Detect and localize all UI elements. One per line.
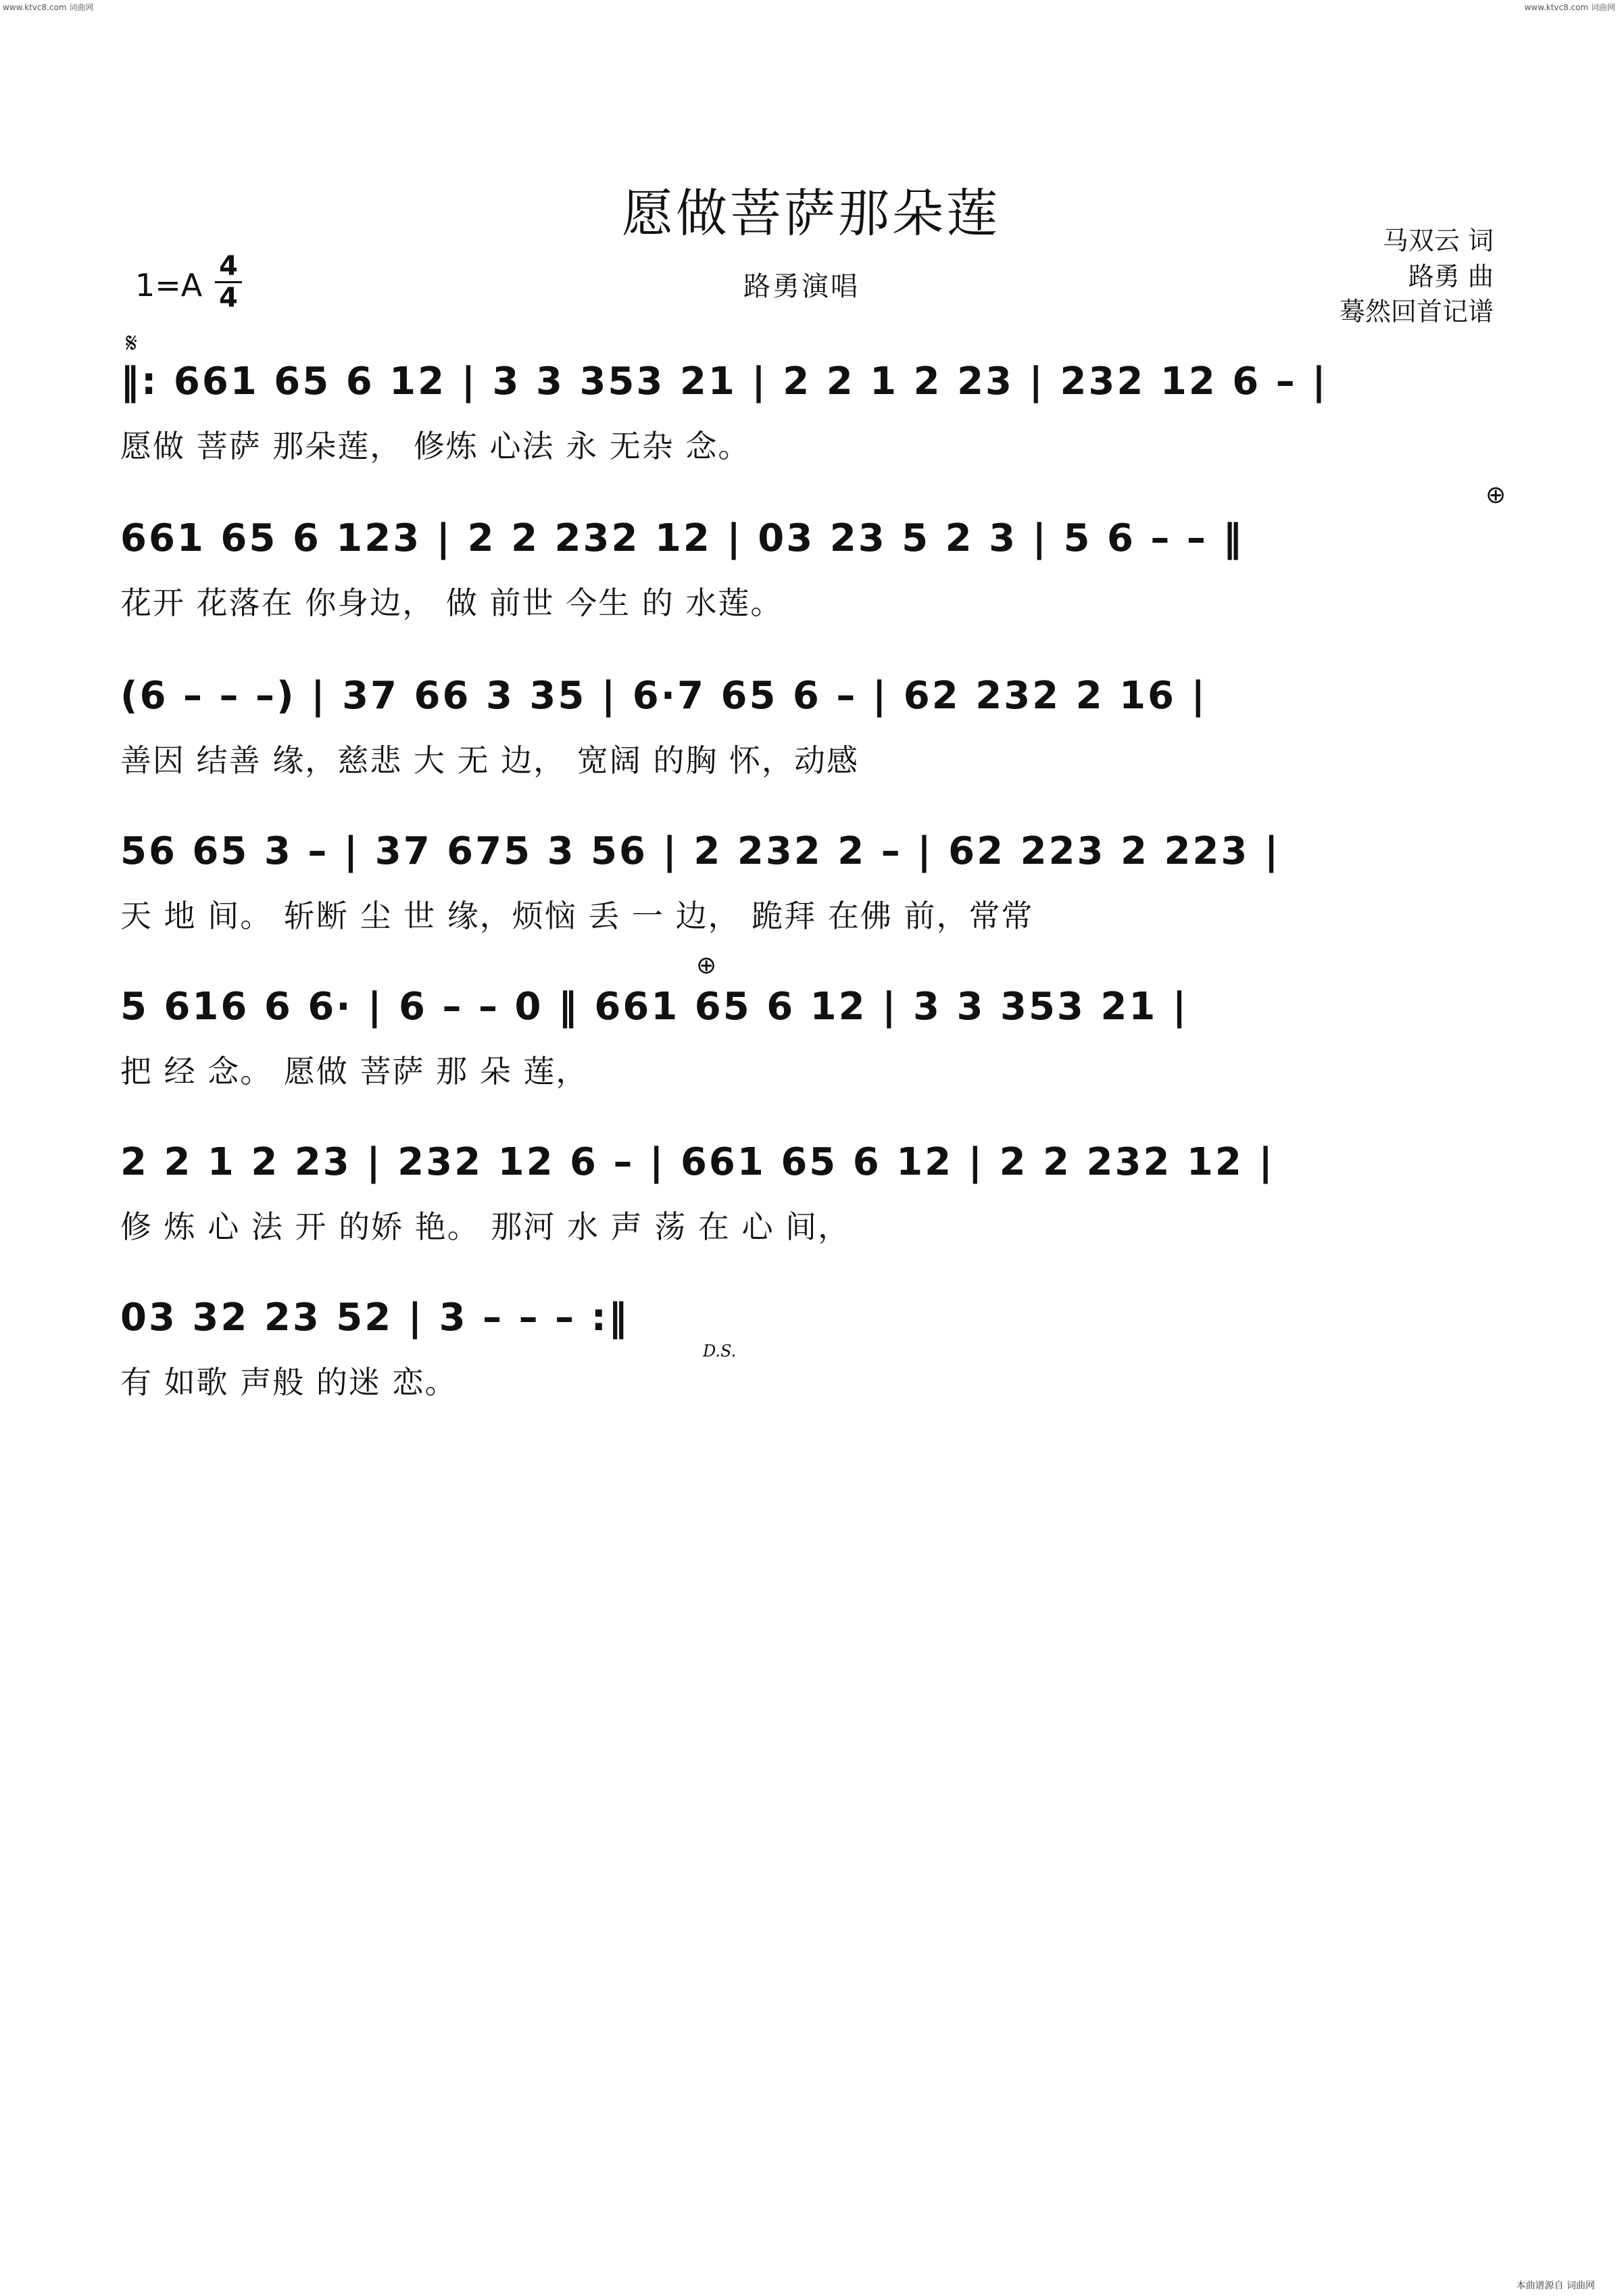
notation-row: (6 – – –) | 37 66 3 35 | 6·7 65 6 – | 62 232 2 16 | (120, 674, 1207, 718)
lyrics-row: 修 炼 心 法 开 的娇 艳。 那河 水 声 荡 在 心 间， (120, 1208, 851, 1245)
song-title: 愿做菩萨那朵莲 (622, 183, 1000, 243)
score-line-7 (120, 1291, 1513, 1446)
time-signature-top: 4 (219, 251, 238, 282)
score-line-3 (120, 669, 1513, 825)
notation-row: 56 65 3 – | 37 675 3 56 | 2 232 2 – | 62 223 2 223 | (120, 829, 1281, 873)
segno-icon: 𝄋 (126, 328, 138, 359)
score-line-1 (120, 355, 1513, 510)
time-signature-bottom: 4 (219, 283, 238, 314)
lyrics-row: 有 如歌 声般 的迷 恋。 (120, 1364, 458, 1400)
score-line-5 (120, 980, 1513, 1135)
time-signature (215, 251, 242, 313)
ds-marker: D.S. (703, 1342, 737, 1361)
coda-icon: ⊕ (1485, 481, 1506, 509)
score-line-2 (120, 512, 1513, 667)
lyrics-row: 天 地 间。 斩断 尘 世 缘，烦恼 丢 一 边， 跪拜 在佛 前，常常 (120, 898, 1034, 934)
notation-row: 03 32 23 52 | 3 – – – :‖ (120, 1296, 629, 1340)
coda-icon: ⊕ (696, 952, 717, 979)
lyrics-row: 愿做 菩萨 那朵莲， 修炼 心法 永 无杂 念。 (120, 428, 751, 464)
lyrics-row: 善因 结善 缘，慈悲 大 无 边， 宽阔 的胸 怀，动感 (120, 742, 859, 779)
notation-row: 661 65 6 123 | 2 2 232 12 | 03 23 5 2 3 | 5 6 – – ‖ (120, 516, 1244, 560)
notation-row: 2 2 1 2 23 | 232 12 6 – | 661 65 6 12 | 2 2 232 12 | (120, 1140, 1275, 1184)
lyricist-credit: 马双云 词 (1382, 226, 1494, 255)
notation-row: 5 616 6 6· | 6 – – 0 ‖ 661 65 6 12 | 3 3 353 21 | (120, 985, 1189, 1029)
singer-credit: 路勇演唱 (743, 271, 860, 302)
lyrics-row: 把 经 念。 愿做 菩萨 那 朵 莲， (120, 1053, 589, 1090)
score-line-6 (120, 1135, 1513, 1291)
lyrics-row: 花开 花落在 你身边， 做 前世 今生 的 水莲。 (120, 585, 783, 621)
notation-row: ‖: 661 65 6 12 | 3 3 353 21 | 2 2 1 2 23 | 232 12 6 – | (120, 360, 1328, 404)
key-signature: 1=A (135, 267, 203, 303)
transcriber-credit: 蓦然回首记谱 (1339, 297, 1494, 326)
score-line-4 (120, 825, 1513, 980)
watermark-bottom-right: 本曲谱源自 词曲网 (1516, 2280, 1595, 2291)
watermark-top-left: www.ktvc8.com 词曲网 (3, 3, 94, 12)
watermark-top-right: www.ktvc8.com 词曲网 (1524, 3, 1615, 12)
composer-credit: 路勇 曲 (1408, 262, 1494, 291)
